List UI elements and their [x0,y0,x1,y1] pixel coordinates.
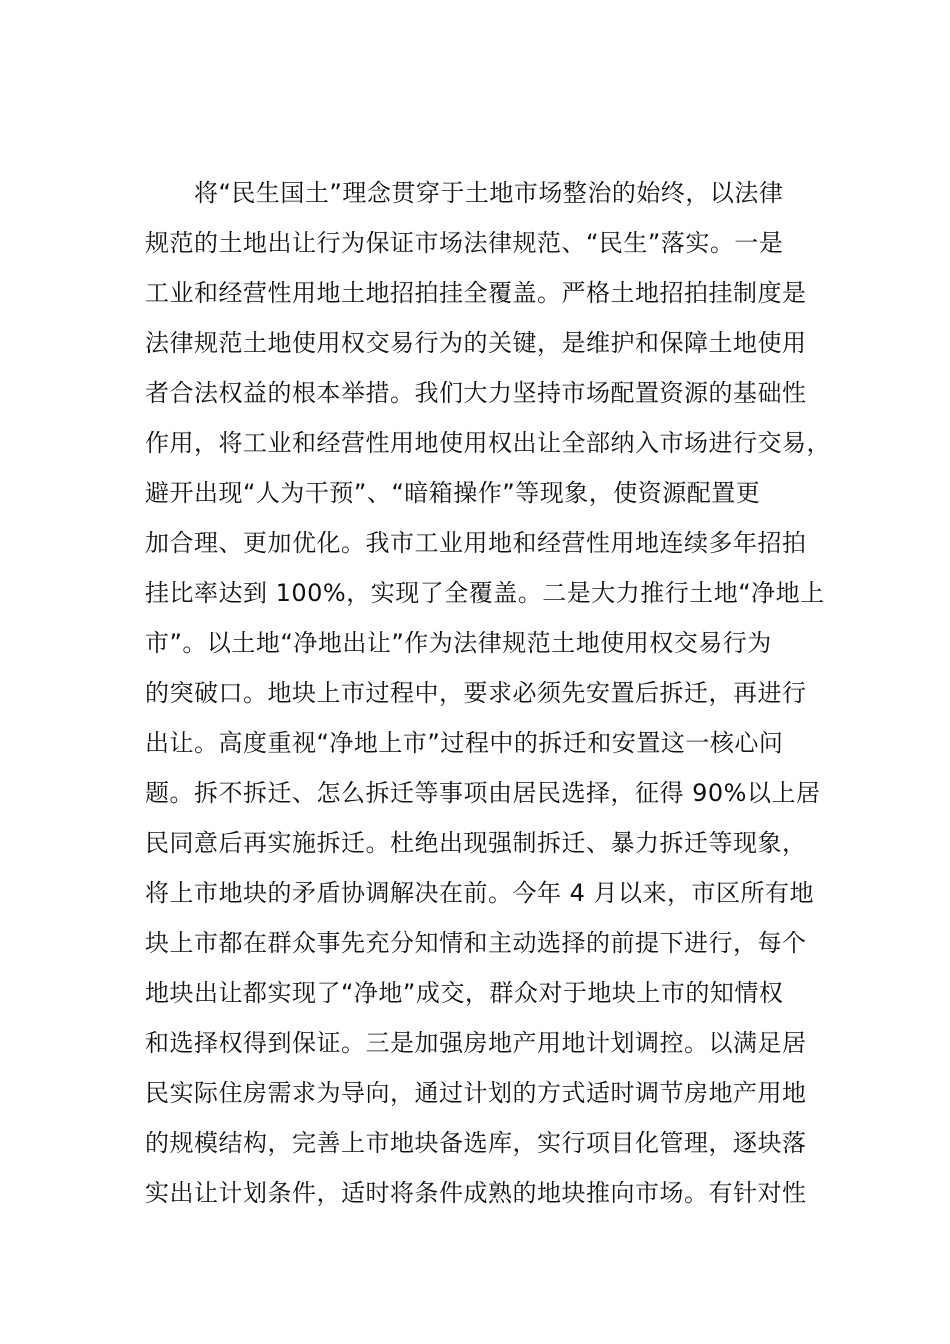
paragraph-line: 作用，将工业和经营性用地使用权出让全部纳入市场进行交易， [145,429,831,457]
paragraph-line: 法律规范土地使用权交易行为的关键，是维护和保障土地使用 [145,329,807,357]
paragraph-line: 将上市地块的矛盾协调解决在前。今年 4 月以来，市区所有地 [145,879,815,907]
paragraph-line: 者合法权益的根本举措。我们大力坚持市场配置资源的基础性 [145,379,807,407]
paragraph-line: 市”。以土地“净地出让”作为法律规范土地使用权交易行为 [145,629,772,657]
paragraph-line: 挂比率达到 100%，实现了全覆盖。二是大力推行土地“净地上 [145,579,825,607]
paragraph-line: 出让。高度重视“净地上市”过程中的拆迁和安置这一核心问 [145,729,784,757]
paragraph-line: 和选择权得到保证。三是加强房地产用地计划调控。以满足居 [145,1029,807,1057]
paragraph-line: 民实际住房需求为导向，通过计划的方式适时调节房地产用地 [145,1079,807,1107]
paragraph-line: 块上市都在群众事先充分知情和主动选择的前提下进行，每个 [145,929,807,957]
paragraph-line: 加合理、更加优化。我市工业用地和经营性用地连续多年招拍 [145,529,807,557]
paragraph-line: 规范的土地出让行为保证市场法律规范、“民生”落实。一是 [145,229,784,257]
paragraph-line: 题。拆不拆迁、怎么拆迁等事项由居民选择，征得 90%以上居 [145,779,821,807]
paragraph-line: 工业和经营性用地土地招拍挂全覆盖。严格土地招拍挂制度是 [145,279,807,307]
paragraph-line: 地块出让都实现了“净地”成交，群众对于地块上市的知情权 [145,979,784,1007]
paragraph-line: 的规模结构，完善上市地块备选库，实行项目化管理，逐块落 [145,1129,807,1157]
paragraph-line: 民同意后再实施拆迁。杜绝出现强制拆迁、暴力拆迁等现象， [145,829,807,857]
paragraph-line: 将“民生国土”理念贯穿于土地市场整治的始终，以法律 [194,179,784,207]
paragraph-line: 实出让计划条件，适时将条件成熟的地块推向市场。有针对性 [145,1179,807,1207]
paragraph-line: 的突破口。地块上市过程中，要求必须先安置后拆迁，再进行 [145,679,807,707]
paragraph-line: 避开出现“人为干预”、“暗箱操作”等现象，使资源配置更 [145,479,761,507]
